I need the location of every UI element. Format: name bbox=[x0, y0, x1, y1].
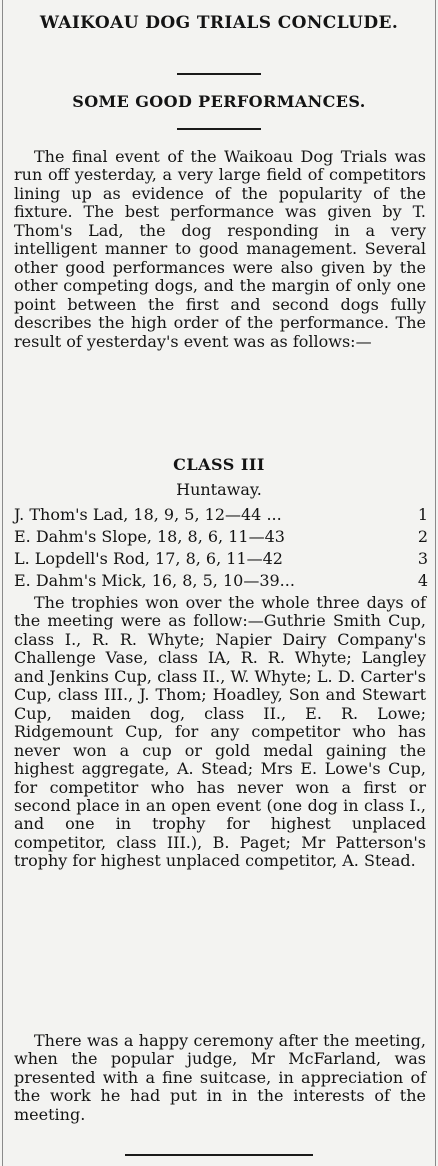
result-entry: E. Dahm's Slope, 18, 8, 6, 11—43 bbox=[14, 527, 285, 546]
result-place: 1 bbox=[417, 505, 428, 524]
result-place: 4 bbox=[417, 571, 428, 590]
result-entry: L. Lopdell's Rod, 17, 8, 6, 11—42 bbox=[14, 549, 283, 568]
result-entry: J. Thom's Lad, 18, 9, 5, 12—44 ... bbox=[14, 505, 282, 524]
results-list bbox=[14, 504, 428, 592]
headline-rule bbox=[177, 73, 261, 75]
end-rule bbox=[125, 1154, 313, 1156]
column-border-left bbox=[2, 0, 3, 1166]
result-place: 3 bbox=[417, 549, 428, 568]
result-row bbox=[14, 504, 428, 526]
class-heading: CLASS III bbox=[173, 455, 265, 474]
intro-paragraph: The final event of the Waikoau Dog Trials was run off yesterday, a very large field of competitors lining up as evidence of the popularity of the fixture. The best performance was given by T. Thom's Lad, the dog responding in a very intelligent manner to good management. Several other good performances were also given by the other competing dogs, and the margin of only one point between the first and second dogs fully describes the high order of the performance. The result of yesterday's event was as follows:— bbox=[14, 147, 426, 351]
column-border-right bbox=[435, 0, 436, 1166]
result-row bbox=[14, 570, 428, 592]
result-row bbox=[14, 526, 428, 548]
trophies-paragraph: The trophies won over the whole three days of the meeting were as follow:—Guthrie Smith Cup, class I., R. R. Whyte; Napier Dairy Company's Challenge Vase, class IA, R. R. Whyte; Langley and Jenkins Cup, class II., W. Whyte; L. D. Carter's Cup, class III., J. Thom; Hoadley, Son and Stewart Cup, maiden dog, class II., E. R. Lowe; Ridgemount Cup, for any competitor who has never won a cup or gold medal gaining the highest aggregate, A. Stead; Mrs E. Lowe's Cup, for competitor who has never won a first or second place in an open event (one dog in class I., and one in trophy for highest unplaced competitor, class III.), B. Paget; Mr Patterson's trophy for highest unplaced competitor, A. Stead. bbox=[14, 593, 426, 871]
subheading: SOME GOOD PERFORMANCES. bbox=[72, 92, 366, 111]
breed-heading: Huntaway. bbox=[176, 480, 262, 499]
headline: WAIKOAU DOG TRIALS CONCLUDE. bbox=[39, 13, 399, 33]
result-place: 2 bbox=[417, 527, 428, 546]
subheading-rule bbox=[177, 128, 261, 130]
result-entry: E. Dahm's Mick, 16, 8, 5, 10—39... bbox=[14, 571, 295, 590]
closing-paragraph: There was a happy ceremony after the meeting, when the popular judge, Mr McFarland, was presented with a fine suitcase, in appreciation of the work he had put in in the interests of the meeting. bbox=[14, 1031, 426, 1124]
result-row bbox=[14, 548, 428, 570]
